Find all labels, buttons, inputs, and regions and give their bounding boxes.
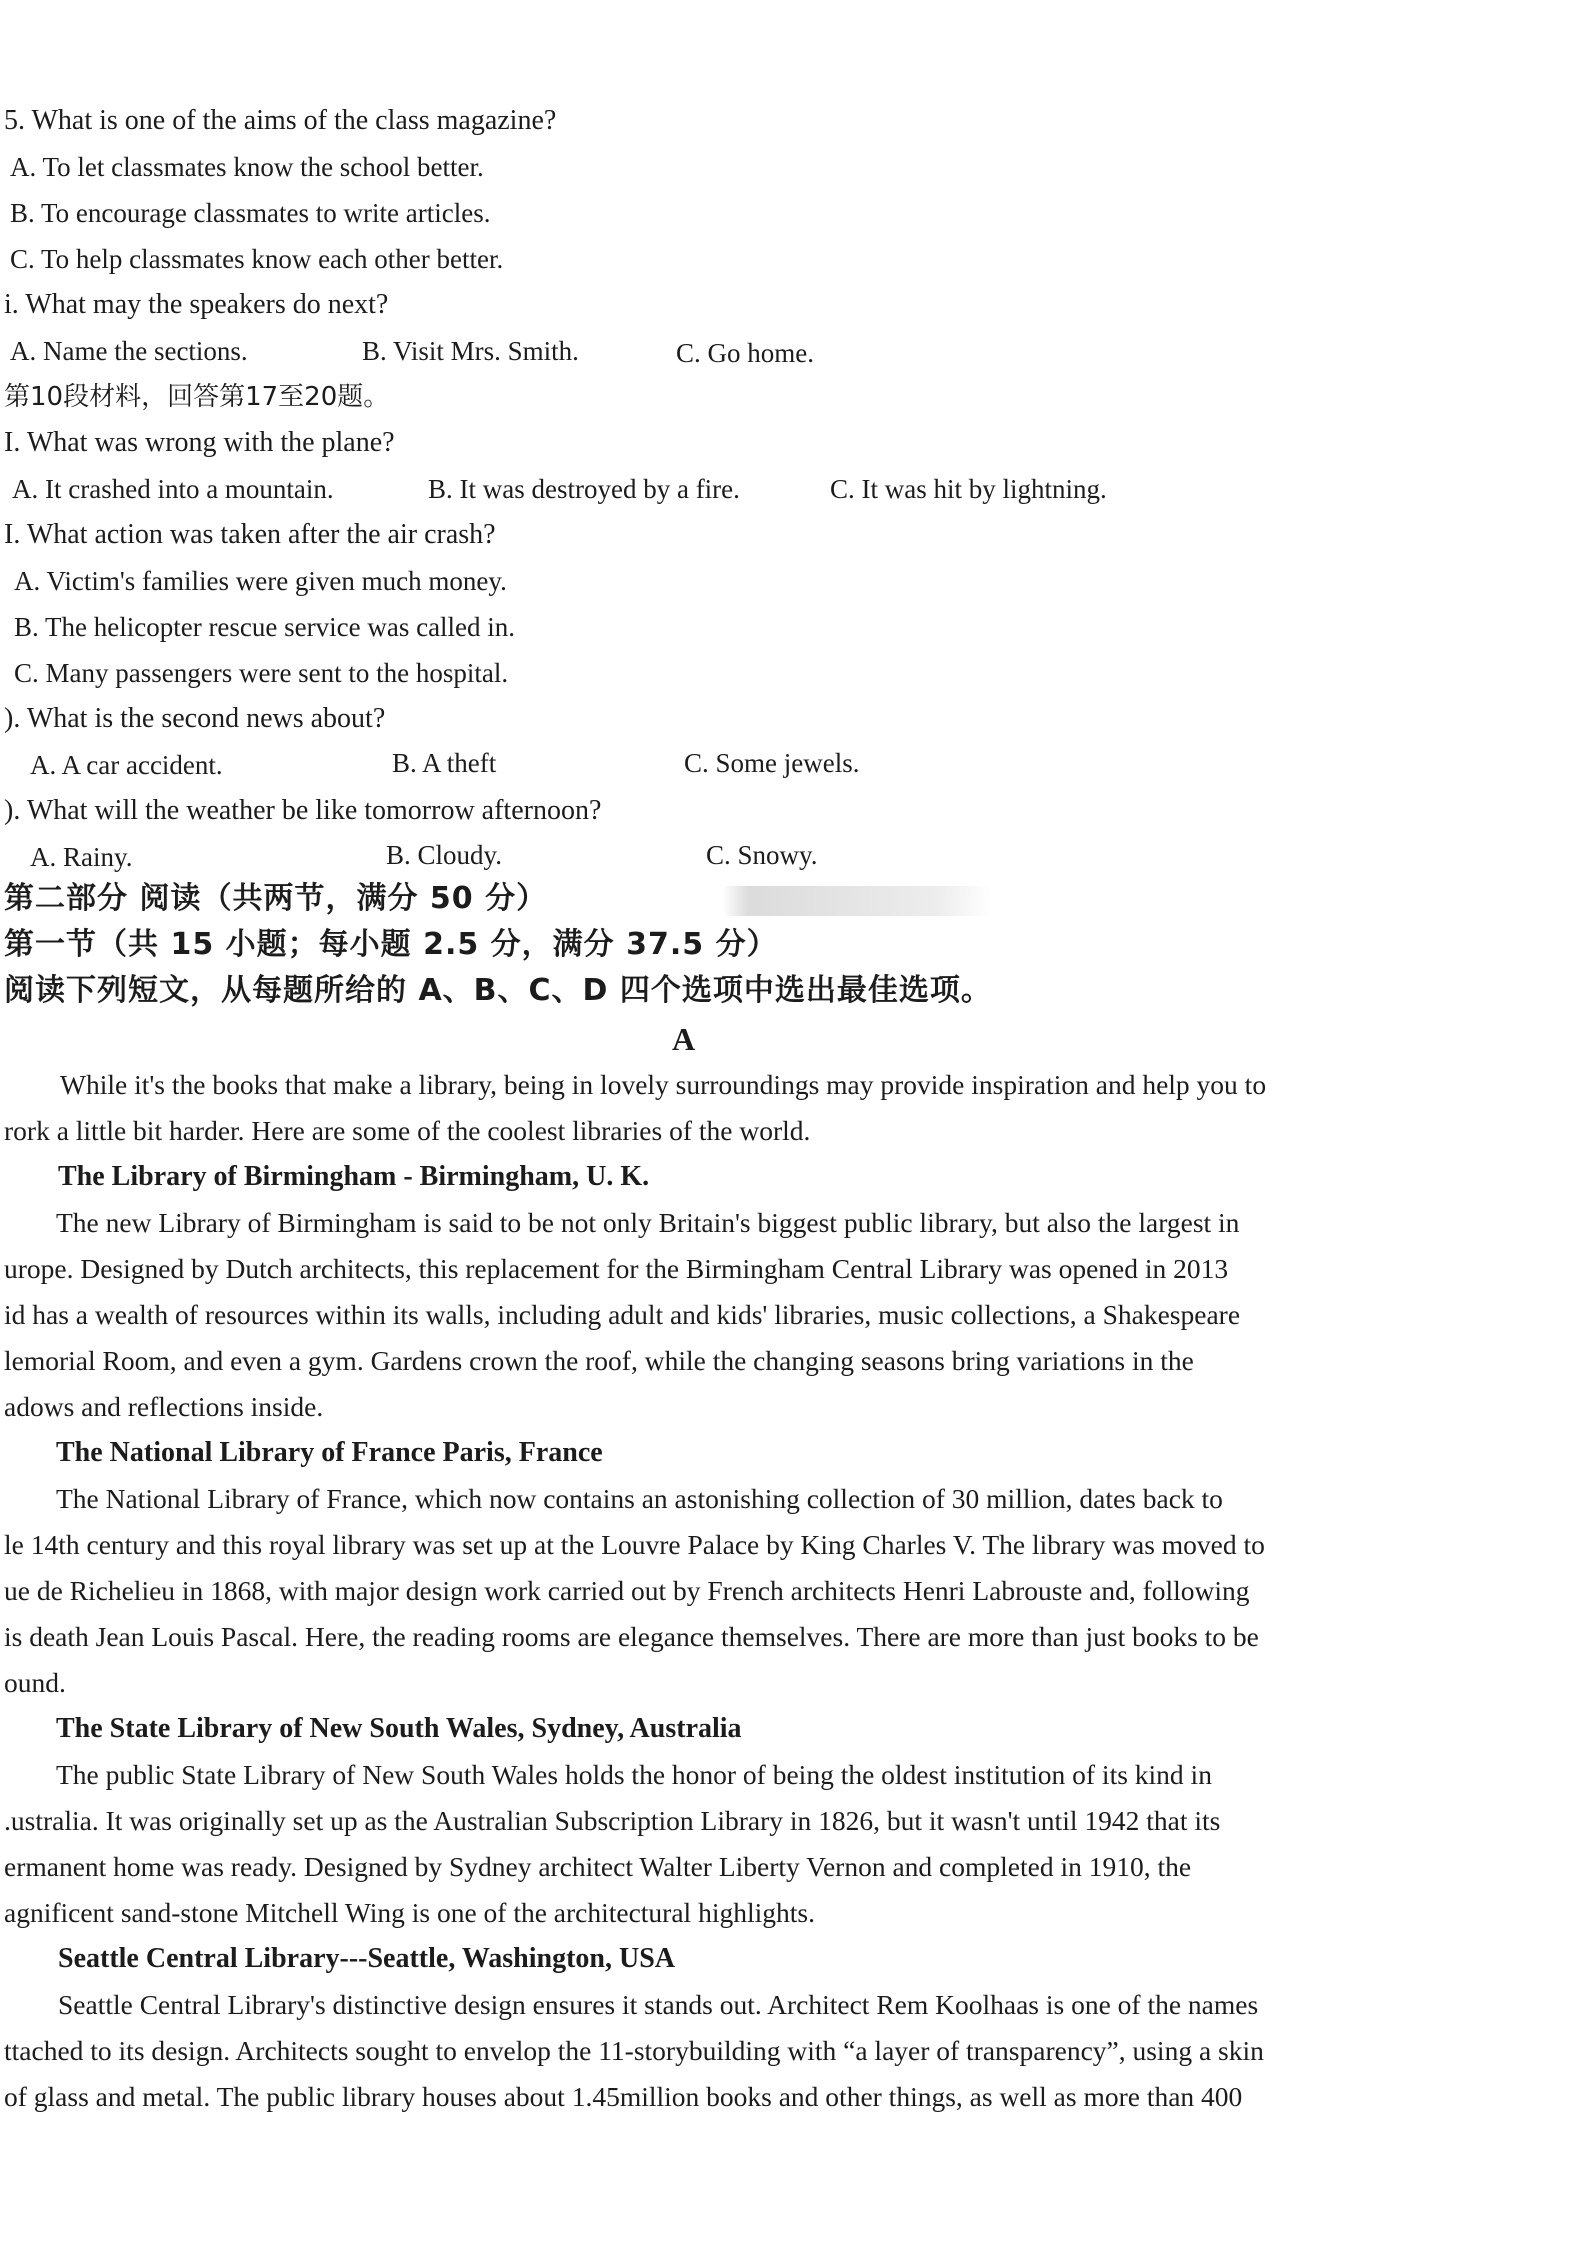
question-18: I. What was wrong with the plane? [4, 427, 395, 458]
question-20: ). What is the second news about? [4, 703, 386, 734]
section-heading: 第一节（共 15 小题；每小题 2.5 分，满分 37.5 分） [4, 927, 778, 962]
question-19: I. What action was taken after the air crash? [4, 519, 496, 550]
option-16a: A. To let classmates know the school better. [10, 152, 484, 182]
question-16: 5. What is one of the aims of the class magazine? [4, 105, 557, 136]
question-17: i. What may the speakers do next? [4, 289, 389, 320]
question-21: ). What will the weather be like tomorrow afternoon? [4, 795, 602, 826]
passage-label: A [672, 1021, 696, 1057]
intro-line-1: While it's the books that make a library, being in lovely surroundings may provide inspiration and help you to [60, 1069, 1267, 1100]
option-20c: C. Some jewels. [684, 748, 860, 778]
option-19a: A. Victim's families were given much money. [14, 566, 507, 596]
paragraph-line: ue de Richelieu in 1868, with major design work carried out by French architects Henri Labrouste and, following [4, 1575, 1250, 1606]
option-18b: B. It was destroyed by a fire. [428, 474, 740, 504]
part-heading: 第二部分 阅读（共两节，满分 50 分） [4, 881, 548, 916]
paragraph-line: The National Library of France, which now contains an astonishing collection of 30 million, dates back to [56, 1483, 1223, 1514]
option-16c: C. To help classmates know each other better. [10, 244, 504, 274]
option-18c: C. It was hit by lightning. [830, 474, 1107, 504]
paragraph-line: ermanent home was ready. Designed by Sydney architect Walter Liberty Vernon and completed in 1910, the [4, 1851, 1192, 1882]
paragraph-line: of glass and metal. The public library houses about 1.45million books and other things, as well as more than 400 [4, 2081, 1243, 2112]
option-17a: A. Name the sections. [10, 336, 248, 366]
library-title: The National Library of France Paris, France [56, 1437, 603, 1468]
paragraph-line: is death Jean Louis Pascal. Here, the reading rooms are elegance themselves. There are more than just books to be [4, 1621, 1259, 1652]
scan-smudge [722, 886, 992, 916]
option-17c: C. Go home. [676, 338, 814, 368]
intro-line-2: rork a little bit harder. Here are some of the coolest libraries of the world. [4, 1115, 811, 1146]
paragraph-line: lemorial Room, and even a gym. Gardens crown the roof, while the changing seasons bring variations in the [4, 1345, 1194, 1376]
option-21b: B. Cloudy. [386, 840, 503, 870]
paragraph-line: .ustralia. It was originally set up as the Australian Subscription Library in 1826, but it wasn't until 1942 that its [4, 1805, 1221, 1836]
paragraph-line: urope. Designed by Dutch architects, this replacement for the Birmingham Central Library was opened in 2013 [4, 1253, 1229, 1284]
option-18a: A. It crashed into a mountain. [12, 474, 334, 504]
reading-instruction: 阅读下列短文，从每题所给的 A、B、C、D 四个选项中选出最佳选项。 [4, 973, 992, 1008]
paragraph-line: Seattle Central Library's distinctive design ensures it stands out. Architect Rem Koolhaas is one of the names [58, 1989, 1259, 2020]
library-title: Seattle Central Library---Seattle, Washington, USA [58, 1943, 675, 1974]
paragraph-line: adows and reflections inside. [4, 1391, 324, 1422]
listening-instruction: 第10段材料，回答第17至20题。 [4, 382, 390, 412]
option-16b: B. To encourage classmates to write articles. [10, 198, 491, 228]
option-19c: C. Many passengers were sent to the hospital. [14, 658, 509, 688]
option-20b: B. A theft [392, 748, 497, 778]
library-title: The Library of Birmingham - Birmingham, U. K. [58, 1161, 650, 1192]
option-21c: C. Snowy. [706, 840, 818, 870]
paragraph-line: The public State Library of New South Wales holds the honor of being the oldest institution of its kind in [56, 1759, 1212, 1790]
paragraph-line: ound. [4, 1667, 66, 1698]
library-title: The State Library of New South Wales, Sydney, Australia [56, 1713, 742, 1744]
option-17b: B. Visit Mrs. Smith. [362, 336, 579, 366]
option-21a: A. Rainy. [30, 842, 133, 872]
paragraph-line: The new Library of Birmingham is said to be not only Britain's biggest public library, but also the largest in [56, 1207, 1240, 1238]
paragraph-line: le 14th century and this royal library was set up at the Louvre Palace by King Charles V. The library was moved to [4, 1529, 1265, 1560]
paragraph-line: id has a wealth of resources within its walls, including adult and kids' libraries, music collections, a Shakespeare [4, 1299, 1241, 1330]
option-20a: A. A car accident. [30, 750, 223, 780]
paragraph-line: ttached to its design. Architects sought to envelop the 11-storybuilding with “a layer of transparency”, using a skin [4, 2035, 1264, 2066]
paragraph-line: agnificent sand-stone Mitchell Wing is one of the architectural highlights. [4, 1897, 815, 1928]
option-19b: B. The helicopter rescue service was called in. [14, 612, 516, 642]
